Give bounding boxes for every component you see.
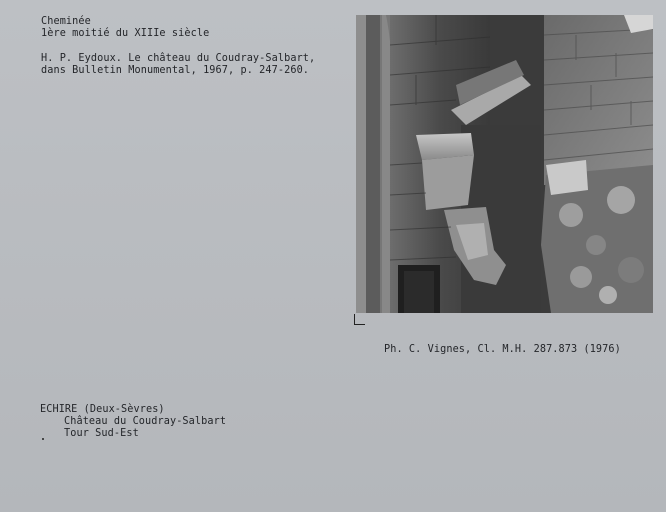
location-commune: ECHIRE (Deux-Sèvres) <box>40 404 165 415</box>
location-part: Tour Sud-Est <box>64 428 139 439</box>
photo-caption: Ph. C. Vignes, Cl. M.H. 287.873 (1976) <box>384 344 621 355</box>
chimney-photo <box>356 15 653 313</box>
typed-dot <box>42 438 44 440</box>
date-text: 1ère moitié du XIIIe siècle <box>41 28 210 39</box>
reference-line-2: dans Bulletin Monumental, 1967, p. 247-260. <box>41 65 310 76</box>
subject-text: Cheminée <box>41 16 91 27</box>
location-site: Château du Coudray-Salbart <box>64 416 227 427</box>
photo-corner-mark <box>354 314 365 325</box>
reference-line-1: H. P. Eydoux. Le château du Coudray-Salbart, <box>41 53 316 64</box>
